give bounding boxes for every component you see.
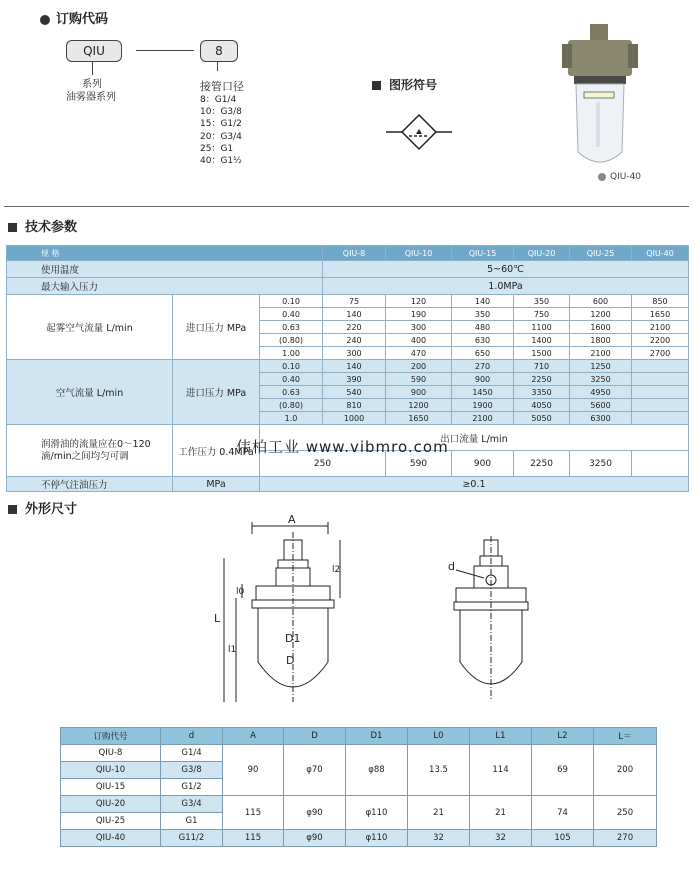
- cell: 0.40: [260, 308, 323, 321]
- cell: QIU-40: [61, 830, 161, 847]
- cell: 105: [532, 830, 594, 847]
- port-option: 8：G1/4: [200, 95, 237, 105]
- cell: 2250: [514, 373, 570, 386]
- cell: QIU-8: [61, 745, 161, 762]
- cell: 21: [408, 796, 470, 830]
- cell: 140: [323, 308, 386, 321]
- cell: 120: [386, 295, 452, 308]
- cell: 0.40: [260, 373, 323, 386]
- cell: φ90: [284, 830, 346, 847]
- gray-bullet-icon: [598, 173, 606, 181]
- cell: 200: [594, 745, 657, 796]
- cell: 3350: [514, 386, 570, 399]
- cell: 240: [323, 334, 386, 347]
- cell: 190: [386, 308, 452, 321]
- port-code-box: 8: [200, 40, 238, 62]
- cell: [632, 399, 689, 412]
- product-caption: QIU-40: [598, 172, 641, 182]
- outlet-flow-label: 出口流量 L/min: [260, 425, 689, 451]
- air-flow-label: 空气流量 L/min: [7, 360, 173, 425]
- series-code-box: QIU: [66, 40, 122, 62]
- table-row: [7, 360, 689, 373]
- nonstop-label: 不停气注油压力: [7, 477, 173, 492]
- cell: 69: [532, 745, 594, 796]
- cell: 300: [386, 321, 452, 334]
- table-row: [7, 261, 689, 278]
- cell: 900: [452, 451, 514, 477]
- cell: 2700: [632, 347, 689, 360]
- temp-value: 5~60℃: [323, 261, 689, 278]
- work-pressure-label: 工作压力 0.4MPa: [173, 425, 260, 477]
- cell: 1.00: [260, 347, 323, 360]
- port-label: 接管口径: [200, 80, 244, 93]
- dim-label-l2: l2: [332, 565, 341, 575]
- cell: G1/4: [161, 745, 223, 762]
- cell: 350: [452, 308, 514, 321]
- cell: 300: [323, 347, 386, 360]
- product-image: [560, 22, 640, 167]
- side-view-drawing: [438, 536, 538, 706]
- cell: QIU-15: [61, 779, 161, 796]
- port-option: 25：G1: [200, 143, 234, 154]
- max-pressure-value: 1.0MPa: [323, 278, 689, 295]
- cell: 250: [260, 451, 386, 477]
- col-header: L1: [470, 728, 532, 745]
- cell: 5050: [514, 412, 570, 425]
- cell: 1450: [452, 386, 514, 399]
- cell: [632, 360, 689, 373]
- square-bullet-icon: [8, 505, 17, 514]
- cell: 470: [386, 347, 452, 360]
- cell: 1200: [386, 399, 452, 412]
- port-options-list: [200, 94, 242, 167]
- cell: 270: [594, 830, 657, 847]
- dims-heading: 外形尺寸: [8, 498, 77, 517]
- col-header: L2: [532, 728, 594, 745]
- cell: 1650: [632, 308, 689, 321]
- cell: 1650: [386, 412, 452, 425]
- lube-label: 润滑油的流量应在0～120滴/min之间均匀可调: [7, 425, 173, 477]
- mist-label: 起雾空气流量 L/min: [7, 295, 173, 360]
- cell: 6300: [570, 412, 632, 425]
- table-row: [61, 830, 657, 847]
- cell: 3250: [570, 373, 632, 386]
- cell: 1600: [570, 321, 632, 334]
- cell: G1/2: [161, 779, 223, 796]
- cell: 32: [470, 830, 532, 847]
- cell: 115: [223, 796, 284, 830]
- cell: 250: [594, 796, 657, 830]
- cell: 5600: [570, 399, 632, 412]
- cell: φ70: [284, 745, 346, 796]
- cell: 590: [386, 451, 452, 477]
- watermark: 伟柏工业 www.vibmro.com: [236, 438, 449, 456]
- cell: 74: [532, 796, 594, 830]
- cell: 1.0: [260, 412, 323, 425]
- col-header: QIU-10: [386, 246, 452, 261]
- cell: 270: [452, 360, 514, 373]
- lubricator-symbol-icon: [384, 110, 454, 154]
- cell: 600: [570, 295, 632, 308]
- col-header: d: [161, 728, 223, 745]
- dim-label-D: D: [286, 654, 295, 667]
- cell: 13.5: [408, 745, 470, 796]
- divider: [4, 206, 689, 207]
- inlet-pressure-label-2: 进口压力 MPa: [173, 360, 260, 425]
- cell: 590: [386, 373, 452, 386]
- cell: (0.80): [260, 334, 323, 347]
- dim-label-L: L: [214, 612, 221, 625]
- cell: 650: [452, 347, 514, 360]
- cell: 480: [452, 321, 514, 334]
- port-option: 40：G1½: [200, 156, 242, 167]
- cell: 115: [223, 830, 284, 847]
- cell: 1500: [514, 347, 570, 360]
- nonstop-unit: MPa: [173, 477, 260, 492]
- square-bullet-icon: [8, 223, 17, 232]
- col-header: L＝: [594, 728, 657, 745]
- dim-label-d: d: [448, 560, 455, 573]
- cell: 140: [323, 360, 386, 373]
- table-row: [7, 295, 689, 308]
- series-tick: [92, 61, 93, 75]
- cell: 2100: [632, 321, 689, 334]
- col-header: QIU-40: [632, 246, 689, 261]
- cell: 2250: [514, 451, 570, 477]
- cell: 0.10: [260, 360, 323, 373]
- table-header-row: [7, 246, 689, 261]
- cell: 350: [514, 295, 570, 308]
- cell: 750: [514, 308, 570, 321]
- symbol-heading: 图形符号: [372, 76, 437, 93]
- cell: [632, 451, 689, 477]
- cell: G11/2: [161, 830, 223, 847]
- cell: 810: [323, 399, 386, 412]
- temp-label: 使用温度: [7, 261, 323, 278]
- col-header: QIU-25: [570, 246, 632, 261]
- dim-label-A: A: [288, 513, 296, 526]
- col-header: QIU-15: [452, 246, 514, 261]
- cell: 0.63: [260, 321, 323, 334]
- cell: 140: [452, 295, 514, 308]
- bullet-icon: [40, 15, 50, 25]
- series-label-1: 系列: [82, 79, 102, 90]
- col-header: D1: [346, 728, 408, 745]
- cell: [632, 386, 689, 399]
- inlet-pressure-label: 进口压力 MPa: [173, 295, 260, 360]
- cell: 32: [408, 830, 470, 847]
- cell: [632, 373, 689, 386]
- cell: QIU-25: [61, 813, 161, 830]
- cell: 1900: [452, 399, 514, 412]
- col-header: QIU-8: [323, 246, 386, 261]
- cell: 1200: [570, 308, 632, 321]
- col-spec: 规 格: [7, 246, 323, 261]
- cell: 1250: [570, 360, 632, 373]
- cell: 200: [386, 360, 452, 373]
- cell: 390: [323, 373, 386, 386]
- cell: 4950: [570, 386, 632, 399]
- cell: 710: [514, 360, 570, 373]
- cell: [632, 412, 689, 425]
- cell: QIU-20: [61, 796, 161, 813]
- dimensions-table: [60, 727, 657, 847]
- cell: 21: [470, 796, 532, 830]
- cell: 114: [470, 745, 532, 796]
- port-option: 20：G3/4: [200, 131, 242, 142]
- cell: φ110: [346, 830, 408, 847]
- dim-label-l0: l0: [236, 587, 245, 597]
- cell: 2100: [452, 412, 514, 425]
- cell: 540: [323, 386, 386, 399]
- dim-label-l1: l1: [228, 645, 237, 655]
- table-row: [7, 278, 689, 295]
- cell: 900: [452, 373, 514, 386]
- cell: φ110: [346, 796, 408, 830]
- cell: 3250: [570, 451, 632, 477]
- cell: G1: [161, 813, 223, 830]
- square-bullet-icon: [372, 81, 381, 90]
- port-option: 10：G3/8: [200, 107, 242, 118]
- cell: φ88: [346, 745, 408, 796]
- tech-heading: 技术参数: [8, 216, 77, 235]
- table-row: [61, 796, 657, 813]
- dim-label-D1: D1: [285, 632, 301, 645]
- cell: 900: [386, 386, 452, 399]
- cell: 4050: [514, 399, 570, 412]
- cell: 400: [386, 334, 452, 347]
- cell: 630: [452, 334, 514, 347]
- cell: 1800: [570, 334, 632, 347]
- cell: G3/4: [161, 796, 223, 813]
- cell: 0.10: [260, 295, 323, 308]
- col-header: D: [284, 728, 346, 745]
- cell: 850: [632, 295, 689, 308]
- cell: 75: [323, 295, 386, 308]
- cell: 2200: [632, 334, 689, 347]
- cell: 1400: [514, 334, 570, 347]
- cell: G3/8: [161, 762, 223, 779]
- col-header: L0: [408, 728, 470, 745]
- code-connector-line: [136, 50, 194, 51]
- cell: QIU-10: [61, 762, 161, 779]
- cell: φ90: [284, 796, 346, 830]
- col-header: QIU-20: [514, 246, 570, 261]
- col-header: A: [223, 728, 284, 745]
- max-pressure-label: 最大输入压力: [7, 278, 323, 295]
- table-header-row: [61, 728, 657, 745]
- cell: 220: [323, 321, 386, 334]
- front-view-drawing: [212, 512, 352, 712]
- cell: 1100: [514, 321, 570, 334]
- cell: 0.63: [260, 386, 323, 399]
- col-header: 订购代号: [61, 728, 161, 745]
- nonstop-value: ≥0.1: [260, 477, 689, 492]
- cell: 1000: [323, 412, 386, 425]
- cell: 2100: [570, 347, 632, 360]
- port-tick: [217, 61, 218, 71]
- series-label-2: 油雾器系列: [66, 92, 116, 103]
- port-option: 15：G1/2: [200, 119, 242, 130]
- table-row: [61, 745, 657, 762]
- order-code-heading: 订购代码: [40, 8, 108, 27]
- cell: (0.80): [260, 399, 323, 412]
- cell: 90: [223, 745, 284, 796]
- table-row: [7, 477, 689, 492]
